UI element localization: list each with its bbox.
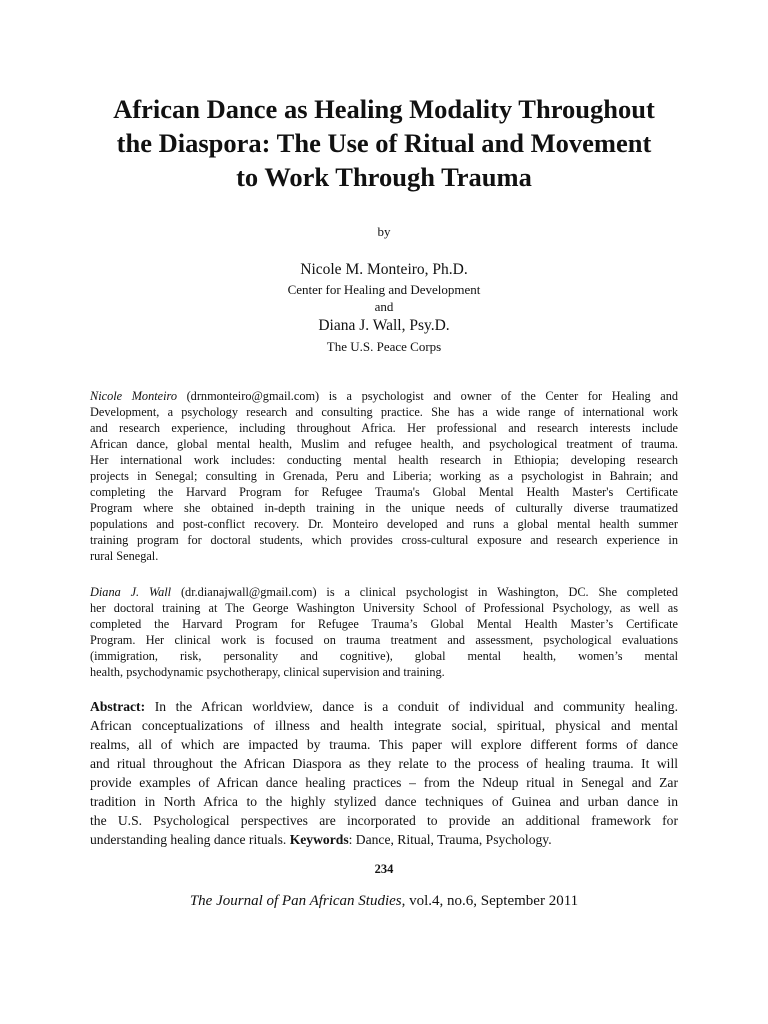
bio-1-line: African dance, global mental health, Muslim and refugee health, and psychological treatment of trauma.: [90, 437, 678, 451]
author-joiner: and: [374, 299, 394, 314]
bio-2-line: her doctoral training at The George Washington University School of Professional Psychology, as well as: [90, 601, 678, 615]
bio-2-line: (dr.dianajwall@gmail.com) is a clinical psychologist in Washington, DC. She completed: [171, 585, 678, 599]
abstract: [90, 697, 678, 849]
journal-details: , vol.4, no.6, September 2011: [401, 893, 579, 909]
abstract-line: African conceptualizations of illness and health integrate social, spiritual, physical and mental: [90, 718, 678, 733]
abstract-line: In the African worldview, dance is a conduit of individual and community healing.: [145, 699, 678, 714]
abstract-line: the U.S. Psychological perspectives are incorporated to provide an additional framework for: [90, 813, 678, 828]
keywords-label: Keywords: [289, 832, 349, 847]
bio-2-line: health, psychodynamic psychotherapy, clinical supervision and training.: [90, 665, 445, 679]
bio-1-line: Program where she obtained in-depth training in the unique needs of culturally diverse traumatized: [90, 501, 678, 515]
bio-1-line: and research experience, including throughout Africa. Her professional and research interests include: [90, 421, 678, 435]
journal-name: The Journal of Pan African Studies: [189, 893, 402, 909]
abstract-line: and ritual throughout the African Diaspora as they relate to the process of healing trauma. It will: [90, 756, 678, 771]
author-2-name: Diana J. Wall, Psy.D.: [318, 317, 450, 334]
keywords-list: : Dance, Ritual, Trauma, Psychology.: [348, 832, 552, 847]
bio-1-line: (drnmonteiro@gmail.com) is a psychologist and owner of the Center for Healing and: [177, 389, 678, 403]
bio-2-line: completed the Harvard Program for Refugee Trauma’s Global Mental Health Master’s Certificate: [90, 617, 678, 631]
bio-2-line: (immigration, risk, personality and cognitive), global mental health, women’s mental: [90, 649, 678, 663]
bio-1-line: populations and post-conflict recovery. Dr. Monteiro developed and runs a global mental health summer: [90, 517, 678, 531]
bio-2-line: Program. Her clinical work is focused on trauma treatment and assessment, psychological evaluations: [90, 633, 678, 647]
author-bio-1: [90, 388, 678, 564]
author-2-affiliation: The U.S. Peace Corps: [326, 339, 442, 354]
abstract-line: provide examples of African dance healing practices – from the Ndeup ritual in Senegal and Zar: [90, 775, 678, 790]
author-bio-2: [90, 584, 678, 680]
bio-1-line: training program for doctoral students, which provides cross-cultural exposure and research experience in: [90, 533, 678, 547]
bio-1-line: completing the Harvard Program for Refugee Trauma's Global Mental Health Master's Certificate: [90, 485, 678, 499]
title-line-1: African Dance as Healing Modality Throughout: [113, 94, 655, 124]
title-line-2: the Diaspora: The Use of Ritual and Movement: [116, 128, 652, 158]
abstract-label: Abstract:: [90, 699, 146, 714]
title-line-3: to Work Through Trauma: [236, 162, 532, 192]
author-1-name: Nicole M. Monteiro, Ph.D.: [300, 261, 468, 278]
bio-1-line: rural Senegal.: [90, 549, 159, 563]
bio-2-author-name: Diana J. Wall: [90, 585, 172, 599]
bio-1-author-name: Nicole Monteiro: [90, 389, 177, 403]
bio-1-line: Her international work includes: conducting mental health research in Ethiopia; developing research: [90, 453, 678, 467]
abstract-line: tradition in North Africa to the highly stylized dance techniques of Guinea and urban dance in: [90, 794, 678, 809]
bio-1-line: projects in Senegal; consulting in Grenada, Peru and Liberia; working as a psychologist in Bahrain; and: [90, 469, 678, 483]
page-number: 234: [374, 862, 394, 876]
byline: by: [377, 224, 391, 239]
journal-footer: [0, 893, 768, 910]
bio-1-line: Development, a psychology research and consulting practice. She has a wide range of international work: [90, 405, 678, 419]
abstract-line: realms, all of which are impacted by trauma. This paper will explore different forms of dance: [90, 737, 678, 752]
paper-title: [60, 92, 708, 194]
author-1-affiliation: Center for Healing and Development: [287, 282, 481, 297]
abstract-line: understanding healing dance rituals.: [90, 832, 290, 847]
